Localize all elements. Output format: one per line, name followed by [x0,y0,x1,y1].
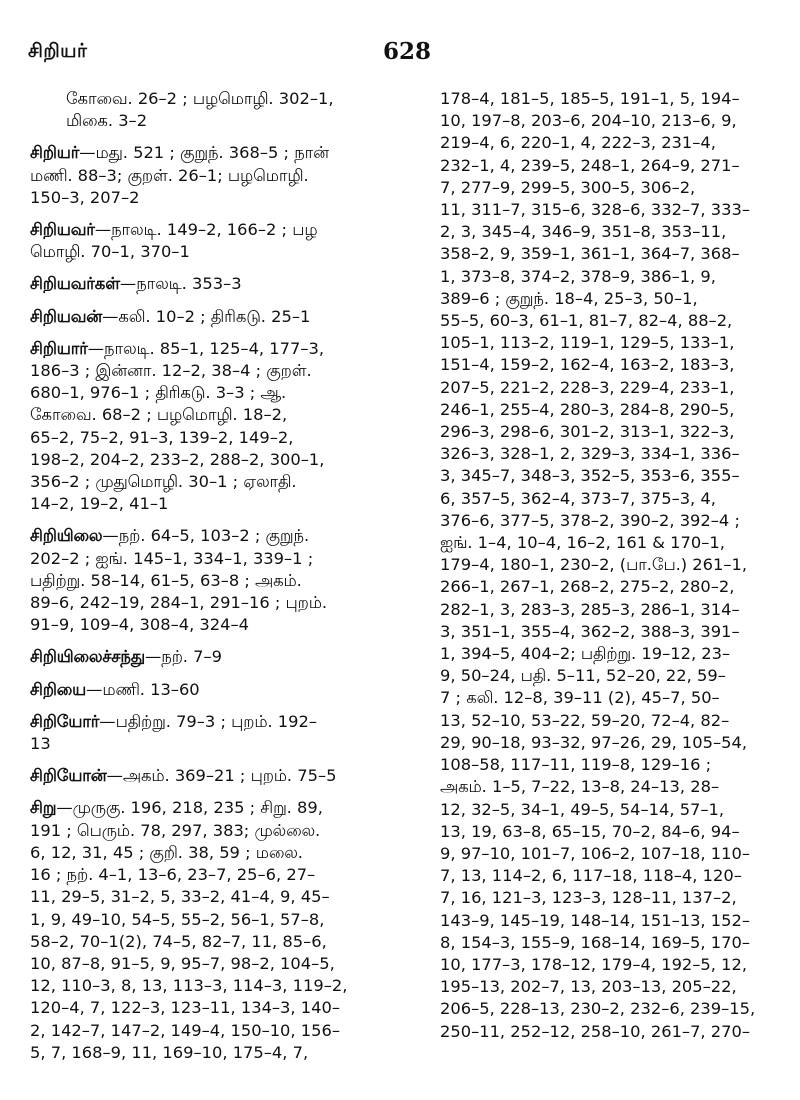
entry-headword: சிறு [30,798,57,818]
entry-line: 680–1, 976–1 ; திரிகடு. 3–3 ; ஆ. [30,383,287,403]
entry-line [30,525,394,547]
entry-line: 10, 87–8, 91–5, 9, 95–7, 98–2, 104–5, [30,953,335,973]
entry-line: 186–3 ; இன்னா. 12–2, 38–4 ; குறள். [30,361,312,381]
index-entry [30,338,394,516]
reference-line: 232–1, 4, 239–5, 248–1, 264–9, 271– [440,155,740,175]
reference-line: அகம். 1–5, 7–22, 13–8, 24–13, 28– [440,777,720,797]
reference-line: 7 ; கலி. 12–8, 39–11 (2), 45–7, 50– [440,688,720,708]
entry-line: கோவை. 68–2 ; பழமொழி. 18–2, [30,405,288,425]
entry-line [30,679,394,701]
reference-line: 12, 32–5, 34–1, 49–5, 54–14, 57–1, [440,799,725,819]
index-entries [30,142,394,1064]
index-entry [30,646,394,668]
reference-line: 9, 97–10, 101–7, 106–2, 107–18, 110– [440,843,750,863]
reference-line: 10, 197–8, 203–6, 204–10, 213–6, 9, [440,111,737,131]
reference-line: 282–1, 3, 283–3, 285–3, 286–1, 314– [440,599,740,619]
entry-headword: சிறியை [30,679,87,699]
entry-headword: சிறியவர்கள் [30,274,120,294]
reference-line: 13, 19, 63–8, 65–15, 70–2, 84–6, 94– [440,821,740,841]
reference-line: 326–3, 328–1, 2, 329–3, 334–1, 336– [440,444,740,464]
entry-line: 191 ; பெரும். 78, 297, 383; முல்லை. [30,820,321,840]
reference-line: 6, 357–5, 362–4, 373–7, 375–3, 4, [440,488,716,508]
entry-line [30,142,394,164]
reference-line: 206–5, 228–13, 230–2, 232–6, 239–15, [440,999,756,1019]
entry-line: 12, 110–3, 8, 13, 113–3, 114–3, 119–2, [30,976,348,996]
reference-line: 389–6 ; குறுந். 18–4, 25–3, 50–1, [440,288,698,308]
reference-line: 151–4, 159–2, 162–4, 163–2, 183–3, [440,355,735,375]
index-entry [30,525,394,636]
entry-line: 2, 142–7, 147–2, 149–4, 150–10, 156– [30,1020,340,1040]
index-entry [30,679,394,701]
entry-line: மிகை. 3–2 [66,111,148,131]
index-entry [30,797,394,1063]
index-entry [30,219,394,263]
reference-line: 207–5, 221–2, 228–3, 229–4, 233–1, [440,377,735,397]
reference-line: 1, 394–5, 404–2; பதிற்று. 19–12, 23– [440,644,731,664]
reference-line: 7, 277–9, 299–5, 300–5, 306–2, [440,177,696,197]
reference-line: 29, 90–18, 93–32, 97–26, 29, 105–54, [440,732,748,752]
entry-headword: சிறியிலை [30,526,103,546]
entry-line: 1, 9, 49–10, 54–5, 55–2, 56–1, 57–8, [30,909,325,929]
entry-headword: சிறியோன் [30,766,107,786]
entry-references: —அகம். 369–21 ; புறம். 75–5 [106,766,337,786]
entry-line [30,797,394,819]
entry-references: —நாலடி. 149–2, 166–2 ; பழ [94,220,318,240]
entry-line [30,711,394,733]
entry-line: 91–9, 109–4, 308–4, 324–4 [30,615,249,635]
reference-line: 8, 154–3, 155–9, 168–14, 169–5, 170– [440,932,750,952]
reference-line: 55–5, 60–3, 61–1, 81–7, 82–4, 88–2, [440,311,733,331]
entry-headword: சிறியார் [30,338,88,358]
entry-line: மணி. 88–3; குறள். 26–1; பழமொழி. [30,165,309,185]
entry-line: கோவை. 26–2 ; பழமொழி. 302–1, [66,89,334,108]
entry-references: —நற். 64–5, 103–2 ; குறுந். [102,526,310,546]
entry-line: 13 [30,734,51,754]
reference-line: 250–11, 252–12, 258–10, 261–7, 270– [440,1021,750,1041]
reference-line: 7, 13, 114–2, 6, 117–18, 118–4, 120– [440,866,742,886]
entry-line: 89–6, 242–19, 284–1, 291–16 ; புறம். [30,593,328,613]
entry-headword: சிறியோர் [30,711,100,731]
entry-line: 65–2, 75–2, 91–3, 139–2, 149–2, [30,427,294,447]
running-head: சிறியர் [28,40,88,62]
reference-line: 358–2, 9, 359–1, 361–1, 364–7, 368– [440,244,740,264]
reference-line: 11, 311–7, 315–6, 328–6, 332–7, 333– [440,200,750,220]
entry-line [30,273,394,295]
reference-line: 108–58, 117–11, 119–8, 129–16 ; [440,755,712,775]
right-column [440,88,775,1043]
reference-line: 296–3, 298–6, 301–2, 313–1, 322–3, [440,422,735,442]
entry-headword: சிறியிலைச்சந்து [30,647,145,667]
index-entry [30,142,394,209]
left-column [30,88,394,1074]
continuation-entry [30,88,394,132]
entry-line [30,338,394,360]
reference-line: 143–9, 145–19, 148–14, 151–13, 152– [440,910,750,930]
entry-line [30,765,394,787]
reference-line: ஐங். 1–4, 10–4, 16–2, 161 & 170–1, [440,533,725,553]
reference-line: 3, 351–1, 355–4, 362–2, 388–3, 391– [440,621,740,641]
entry-line: 58–2, 70–1(2), 74–5, 82–7, 11, 85–6, [30,931,327,951]
reference-line: 219–4, 6, 220–1, 4, 222–3, 231–4, [440,133,716,153]
reference-line: 376–6, 377–5, 378–2, 390–2, 392–4 ; [440,510,740,530]
entry-line: 14–2, 19–2, 41–1 [30,494,169,514]
index-entry [30,306,394,328]
entry-references: —கலி. 10–2 ; திரிகடு. 25–1 [102,306,311,326]
entry-references: —பதிற்று. 79–3 ; புறம். 192– [99,711,317,731]
entry-line [30,219,394,241]
continued-references [440,88,775,1043]
entry-references: —மணி. 13–60 [86,679,200,699]
reference-line: 195–13, 202–7, 13, 203–13, 205–22, [440,977,737,997]
reference-line: 178–4, 181–5, 185–5, 191–1, 5, 194– [440,89,740,108]
reference-line: 2, 3, 345–4, 346–9, 351–8, 353–11, [440,222,727,242]
reference-line: 266–1, 267–1, 268–2, 275–2, 280–2, [440,577,735,597]
reference-line: 105–1, 113–2, 119–1, 129–5, 133–1, [440,333,735,353]
page-number: 628 [383,38,432,65]
entry-line: 198–2, 204–2, 233–2, 288–2, 300–1, [30,449,325,469]
entry-line: மொழி. 70–1, 370–1 [30,242,190,262]
entry-line [30,306,394,328]
entry-line: பதிற்று. 58–14, 61–5, 63–8 ; அகம். [30,570,302,590]
entry-line: 150–3, 207–2 [30,187,140,207]
entry-line: 6, 12, 31, 45 ; குறி. 38, 59 ; மலை. [30,842,303,862]
entry-references: —மது. 521 ; குறுந். 368–5 ; நான் [79,143,329,163]
reference-line: 179–4, 180–1, 230–2, (பா.பே.) 261–1, [440,555,748,575]
entry-line: 5, 7, 168–9, 11, 169–10, 175–4, 7, [30,1042,309,1062]
reference-line: 13, 52–10, 53–22, 59–20, 72–4, 82– [440,710,730,730]
reference-line: 3, 345–7, 348–3, 352–5, 353–6, 355– [440,466,740,486]
entry-line: 120–4, 7, 122–3, 123–11, 134–3, 140– [30,998,340,1018]
entry-line: 16 ; நற். 4–1, 13–6, 23–7, 25–6, 27– [30,865,316,885]
reference-line: 9, 50–24, பதி. 5–11, 52–20, 22, 59– [440,666,726,686]
index-entry [30,273,394,295]
reference-line: 7, 16, 121–3, 123–3, 128–11, 137–2, [440,888,737,908]
entry-line [30,646,394,668]
entry-line: 11, 29–5, 31–2, 5, 33–2, 41–4, 9, 45– [30,887,330,907]
entry-references: —முருகு. 196, 218, 235 ; சிறு. 89, [56,798,323,818]
entry-line: 202–2 ; ஐங். 145–1, 334–1, 339–1 ; [30,548,314,568]
entry-line: 356–2 ; முதுமொழி. 30–1 ; ஏலாதி. [30,472,297,492]
reference-line: 246–1, 255–4, 280–3, 284–8, 290–5, [440,399,735,419]
entry-references: —நாலடி. 353–3 [119,274,242,294]
index-entry [30,711,394,755]
entry-headword: சிறியவன் [30,306,103,326]
entry-headword: சிறியவர் [30,220,95,240]
reference-line: 10, 177–3, 178–12, 179–4, 192–5, 12, [440,954,748,974]
entry-references: —நற். 7–9 [145,647,223,667]
reference-line: 1, 373–8, 374–2, 378–9, 386–1, 9, [440,266,716,286]
entry-references: —நாலடி. 85–1, 125–4, 177–3, [87,338,325,358]
entry-headword: சிறியர் [30,143,80,163]
index-entry [30,765,394,787]
